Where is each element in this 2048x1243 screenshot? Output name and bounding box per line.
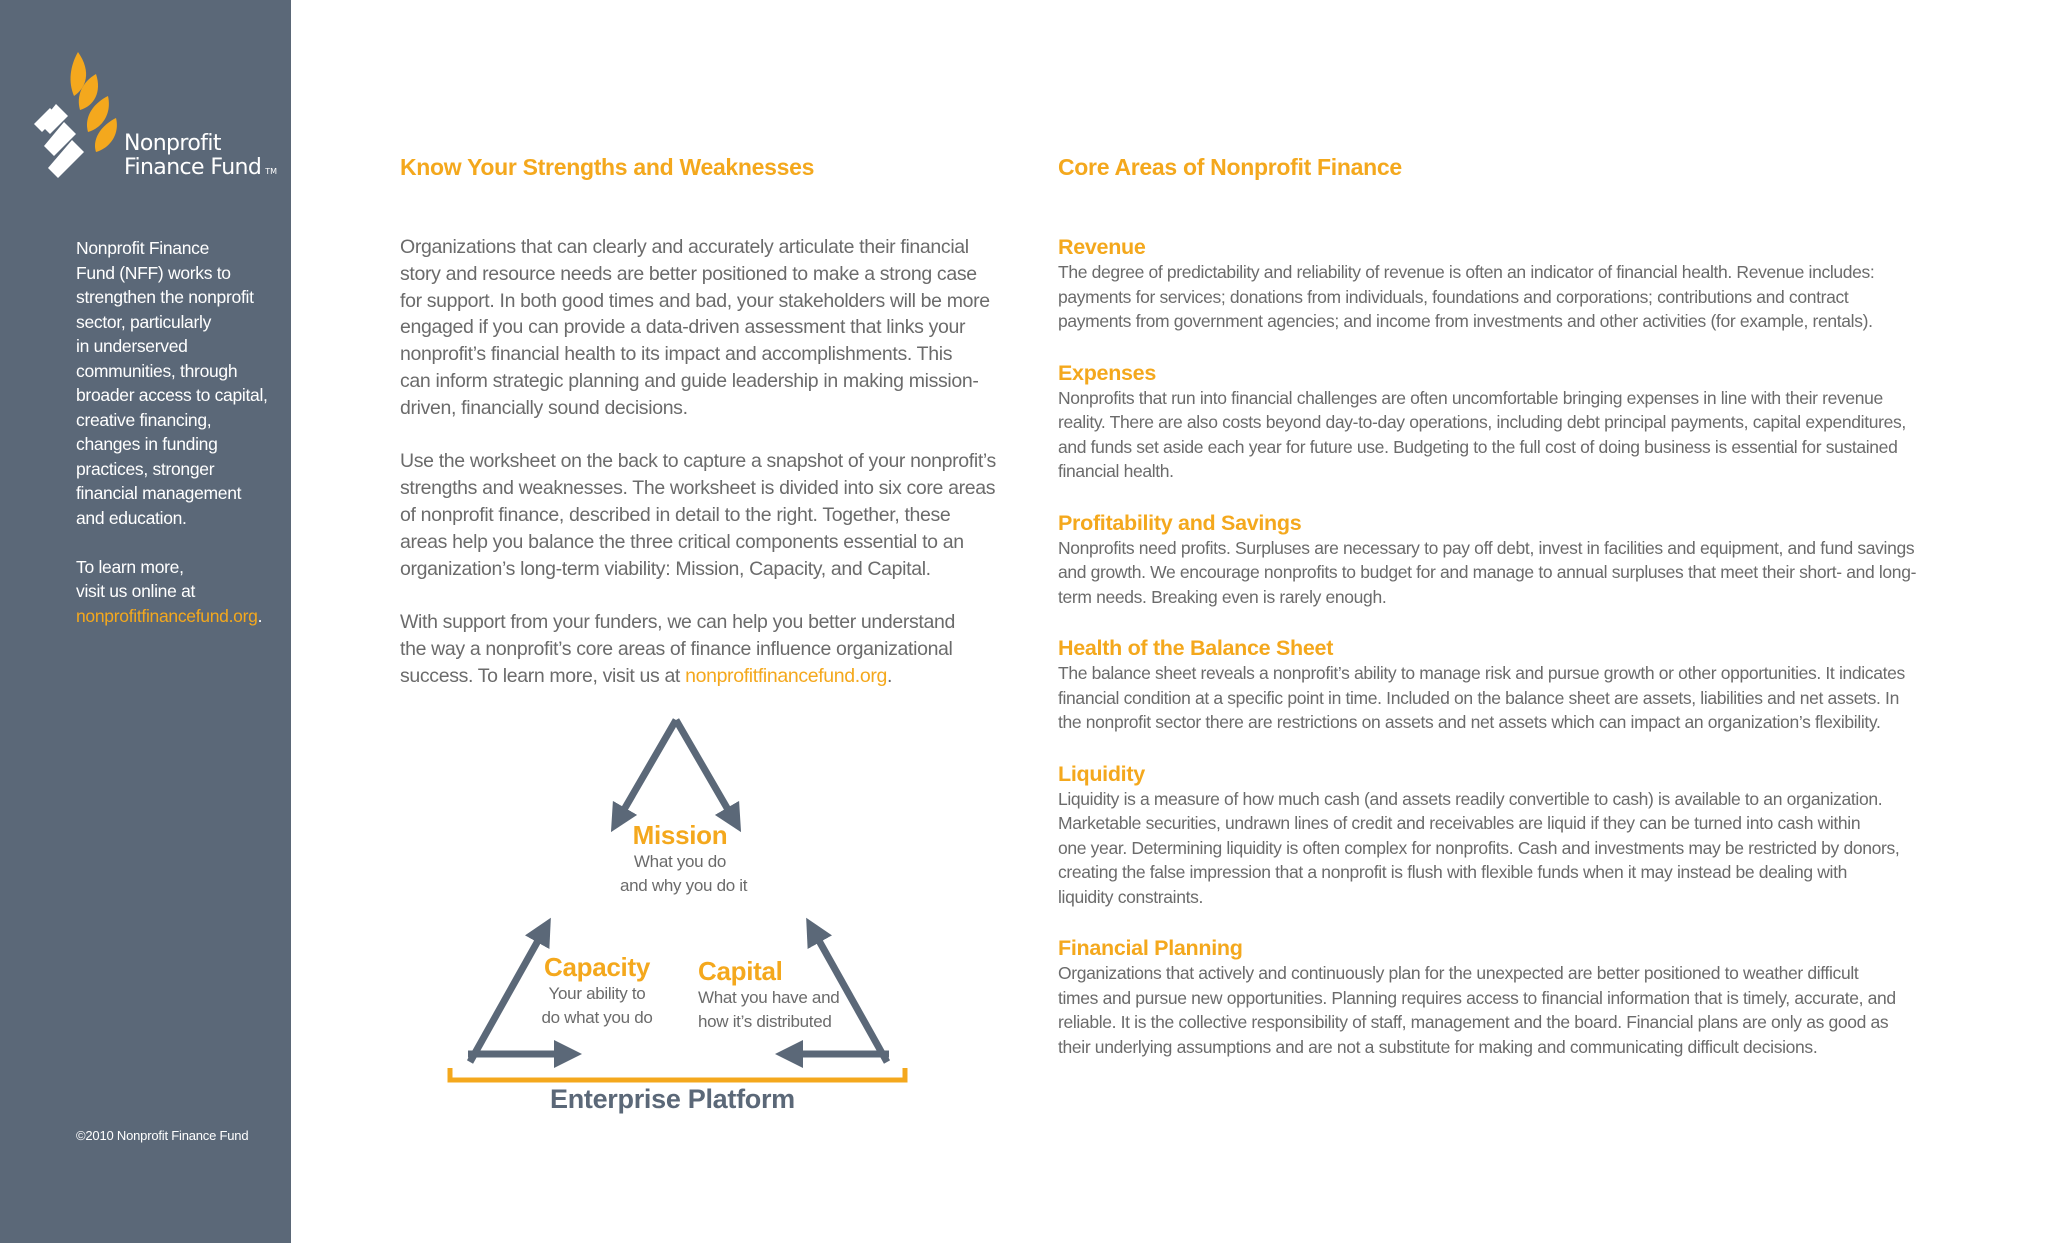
core-area-description-line: their underlying assumptions and are not a substitute for making and communicating difficult decisions. [1058,1036,1818,1057]
left-section-body [400,234,1000,716]
capital-desc-line2: how it’s distributed [698,1012,832,1031]
capacity-title: Capacity [544,952,650,982]
paragraph-1-line: nonprofit’s financial health to its impact and accomplishments. This [400,343,953,366]
mission-label [620,820,748,898]
nff-description-line: creative financing, [76,409,212,430]
learn-more [76,555,276,629]
trademark: TM [265,167,278,176]
core-area-description-line: creating the false impression that a nonprofit is flush with flexible funds when it may instead be dealing with [1058,862,1847,882]
mission-desc-line1: What you do [633,852,727,871]
sidebar-intro [76,236,276,653]
paragraph-1-line: story and resource needs are better positioned to make a strong case [400,262,977,285]
core-area-liquidity [1058,761,2008,910]
logo-name-line2: Finance Fund TM [124,155,278,180]
nff-description-line: sector, particularly [76,311,212,332]
capacity-label [532,952,662,1030]
core-area-financial-planning [1058,935,2008,1059]
nff-description-line: and education. [76,507,187,528]
nff-description-line: in underserved [76,336,188,356]
diagram-arrows [400,700,940,1130]
paragraph-1-line: Organizations that can clearly and accurately articulate their financial [400,236,969,258]
core-area-description-line: one year. Determining liquidity is often complex for nonprofits. Cash and investments may be restricted by donors, [1058,837,1900,858]
core-area-description [1058,536,2008,610]
core-area-description-line: times and pursue new opportunities. Planning requires access to financial information that is timely, accurate, and [1058,987,1896,1008]
core-area-profitability-and-savings [1058,510,2008,610]
capacity-desc-line1: Your ability to [548,984,646,1003]
paragraph-2-line: areas help you balance the three critical components essential to an [400,530,964,553]
learn-more-line2: visit us online at [76,581,196,601]
core-area-description-line: term needs. Breaking even is rarely enough. [1058,586,1387,607]
capacity-desc-line2: do what you do [541,1008,653,1027]
period: . [887,664,893,687]
paragraph-1-line: engaged if you can provide a data-driven assessment that links your [400,316,966,339]
core-area-health-of-the-balance-sheet [1058,635,2008,735]
nff-description-line: changes in funding [76,434,218,454]
core-area-title: Financial Planning [1058,936,1243,960]
copyright: ©2010 Nonprofit Finance Fund [76,1128,249,1143]
nff-description-line: practices, stronger [76,458,215,479]
right-section-title: Core Areas of Nonprofit Finance [1058,154,1402,180]
core-area-description-line: financial health. [1058,461,1174,481]
core-area-description-line: Marketable securities, undrawn lines of credit and receivables are liquid if they can be turned into cash within [1058,813,1861,833]
wheat-leaf-icon [34,52,124,182]
sidebar [0,0,291,1243]
core-area-description [1058,961,2008,1059]
paragraph-3-line: the way a nonprofit’s core areas of finance influence organizational [400,637,953,660]
core-area-description [1058,260,2008,334]
paragraph-2 [400,448,1000,582]
core-area-description-line: and growth. We encourage nonprofits to budget for and manage to annual surpluses that meet their short- and long- [1058,562,1917,582]
core-area-title: Expenses [1058,360,1156,385]
paragraph-3 [400,609,1000,689]
nff-description-line: broader access to capital, [76,385,268,405]
core-area-description-line: payments for services; donations from individuals, foundations and corporations; contributions and contract [1058,286,1849,307]
core-area-title: Profitability and Savings [1058,510,1302,535]
core-area-title: Liquidity [1058,761,1145,786]
mission-title: Mission [632,820,728,850]
core-area-title: Health of the Balance Sheet [1058,636,1334,660]
core-area-description-line: payments from government agencies; and income from investments and other activities (for example, rentals). [1058,311,1873,331]
core-area-description-line: Organizations that actively and continuously plan for the unexpected are better positioned to weather difficult [1058,963,1859,983]
learn-more-line1: To learn more, [76,556,184,577]
nff-description-line: Fund (NFF) works to [76,262,231,283]
paragraph-1-line: driven, financially sound decisions. [400,396,688,419]
logo-name-line1: Nonprofit [124,131,221,156]
core-area-description-line: liquidity constraints. [1058,886,1204,907]
core-area-expenses [1058,360,2008,484]
paragraph-2-line: strengths and weaknesses. The worksheet is divided into six core areas [400,477,996,500]
left-section-title: Know Your Strengths and Weaknesses [400,154,815,180]
sidebar-website-link[interactable]: nonprofitfinancefund.org [76,605,258,626]
paragraph-3-line: With support from your funders, we can help you better understand [400,611,955,634]
nff-description-line: Nonprofit Finance [76,238,210,258]
core-area-revenue [1058,234,2008,334]
paragraph-2-line: Use the worksheet on the back to capture a snapshot of your nonprofit’s [400,450,996,473]
paragraph-1-line: for support. In both good times and bad, your stakeholders will be more [400,289,990,312]
mission-arrow-left [618,720,676,820]
mission-arrow-right [676,720,734,820]
nff-description [76,236,276,530]
core-area-description-line: Nonprofits need profits. Surpluses are necessary to pay off debt, invest in facilities and equipment, and fund savings [1058,537,1915,558]
core-area-description-line: the nonprofit sector there are restrictions on assets and net assets which can impact an organization’s flexibility. [1058,712,1881,732]
paragraph-3-last-line: success. To learn more, visit us at [400,664,686,687]
period: . [257,605,263,626]
core-areas-list [1058,234,2008,1085]
mission-desc-line2: and why you do it [620,876,748,895]
capital-title: Capital [698,956,783,986]
nff-logo [34,52,278,182]
core-area-description [1058,787,2008,910]
capital-desc-line1: What you have and [698,988,840,1007]
core-area-title: Revenue [1058,235,1146,259]
core-area-description-line: The degree of predictability and reliability of revenue is often an indicator of financial health. Revenue includes: [1058,262,1875,282]
nff-description-line: communities, through [76,360,238,381]
paragraph-1-line: can inform strategic planning and guide leadership in making mission- [400,369,979,392]
core-area-description-line: reliable. It is the collective responsibility of staff, management and the board. Financial plans are only as good as [1058,1012,1889,1032]
core-area-description-line: The balance sheet reveals a nonprofit’s ability to manage risk and pursue growth or other opportunities. It indicates [1058,663,1905,683]
capital-label [698,956,848,1034]
nff-description-line: strengthen the nonprofit [76,287,254,307]
core-area-description-line: Nonprofits that run into financial challenges are often uncomfortable bringing expenses in line with their revenue [1058,387,1883,408]
core-area-description-line: and funds set aside each year for future use. Budgeting to the full cost of doing business is essential for sustained [1058,436,1898,457]
paragraph-2-line: organization’s long-term viability: Mission, Capacity, and Capital. [400,557,931,580]
enterprise-platform-label: Enterprise Platform [550,1084,795,1114]
mission-capacity-capital-diagram [400,700,940,1130]
paragraph-2-line: of nonprofit finance, described in detail to the right. Together, these [400,503,951,526]
nff-description-line: financial management [76,483,242,503]
platform-bracket [450,1068,905,1080]
core-area-description-line: reality. There are also costs beyond day-to-day operations, including debt principal payments, capital expenditures, [1058,412,1906,432]
core-area-description-line: Liquidity is a measure of how much cash (and assets readily convertible to cash) is available to an organization. [1058,788,1883,809]
core-area-description-line: financial condition at a specific point in time. Included on the balance sheet are assets, liabilities and net assets. In [1058,687,1899,708]
body-website-link[interactable]: nonprofitfinancefund.org [685,664,887,687]
core-area-description [1058,386,2008,484]
paragraph-1 [400,234,1000,422]
core-area-description [1058,661,2008,735]
